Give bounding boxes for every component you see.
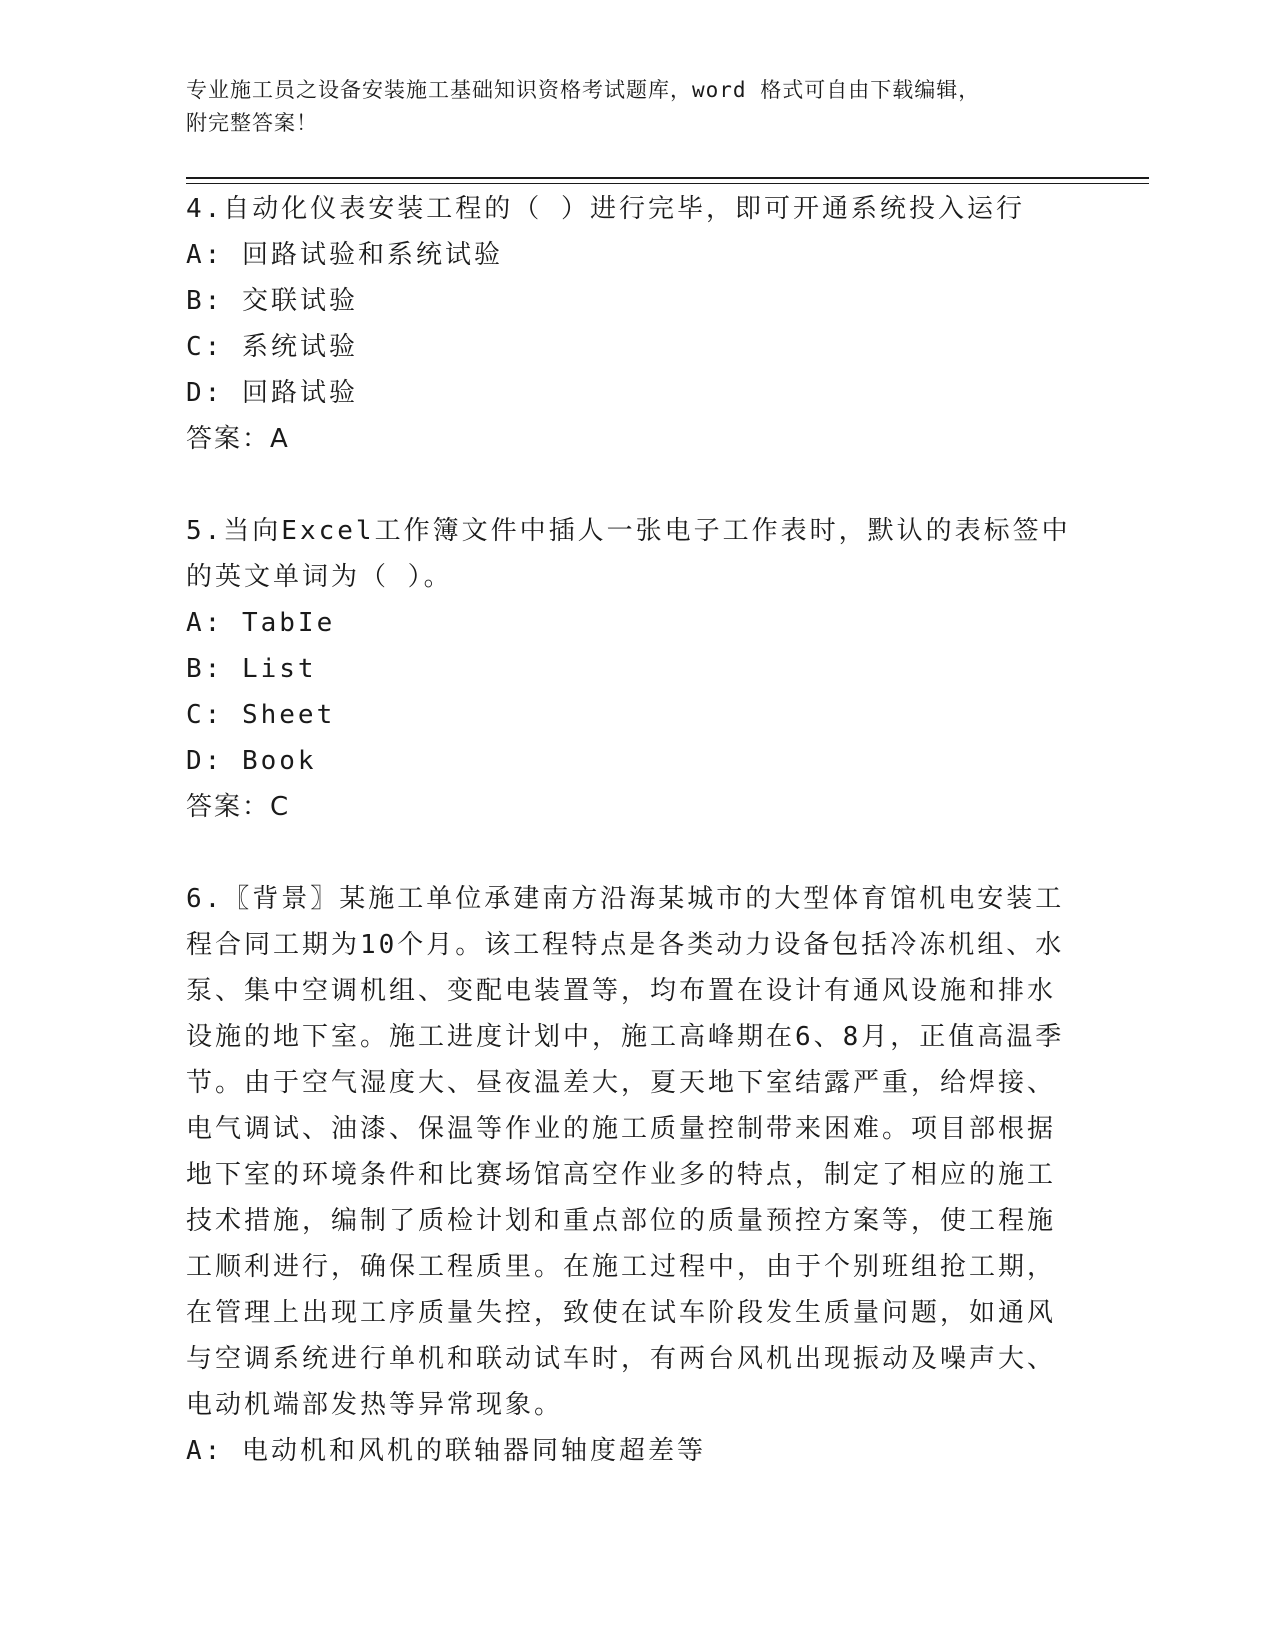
- question-stem-line: 地下室的环境条件和比赛场馆高空作业多的特点，制定了相应的施工: [186, 1160, 1057, 1190]
- question-6: [186, 876, 1076, 1474]
- option-c: C: Sheet: [186, 700, 336, 730]
- option-a: A: 电动机和风机的联轴器同轴度超差等: [186, 1436, 706, 1466]
- header-divider-thin: [186, 183, 1149, 184]
- question-stem-line: 电气调试、油漆、保温等作业的施工质量控制带来困难。项目部根据: [186, 1114, 1057, 1144]
- question-stem-line: 节。由于空气湿度大、昼夜温差大，夏天地下室结露严重，给焊接、: [186, 1068, 1057, 1098]
- question-stem-line: 设施的地下室。施工进度计划中，施工高峰期在6、8月，正值高温季: [186, 1022, 1065, 1052]
- question-stem-line: 工顺利进行，确保工程质里。在施工过程中，由于个别班组抢工期，: [186, 1252, 1057, 1282]
- question-4: [186, 186, 1076, 462]
- question-stem-line: 程合同工期为10个月。该工程特点是各类动力设备包括冷冻机组、水: [186, 930, 1065, 960]
- question-stem-line: 电动机端部发热等异常现象。: [186, 1390, 564, 1420]
- option-d: D: 回路试验: [186, 378, 358, 408]
- question-stem-line: 泵、集中空调机组、变配电装置等，均布置在设计有通风设施和排水: [186, 976, 1057, 1006]
- option-d: D: Book: [186, 746, 317, 776]
- question-stem-line: 的英文单词为（ ）。: [186, 562, 453, 592]
- question-stem-line: 与空调系统进行单机和联动试车时，有两台风机出现振动及噪声大、: [186, 1344, 1057, 1374]
- option-c: C: 系统试验: [186, 332, 358, 362]
- question-stem-line: 5.当向Excel工作簿文件中插人一张电子工作表时，默认的表标签中: [186, 516, 1071, 546]
- question-stem-line: 在管理上出现工序质量失控，致使在试车阶段发生质量问题，如通风: [186, 1298, 1057, 1328]
- question-spacer: [186, 830, 1076, 876]
- answer-label: 答案：C: [186, 792, 291, 822]
- question-list: [186, 186, 1076, 1474]
- answer-label: 答案：A: [186, 424, 290, 454]
- header-divider-thick: [186, 177, 1149, 179]
- question-stem-line: 技术措施，编制了质检计划和重点部位的质量预控方案等，使工程施: [186, 1206, 1057, 1236]
- question-stem: 4.自动化仪表安装工程的（ ）进行完毕，即可开通系统投入运行: [186, 194, 1025, 224]
- option-b: B: 交联试验: [186, 286, 358, 316]
- question-stem-line: 6.〖背景〗某施工单位承建南方沿海某城市的大型体育馆机电安装工: [186, 884, 1065, 914]
- option-b: B: List: [186, 654, 317, 684]
- header-line-1: 专业施工员之设备安装施工基础知识资格考试题库，word 格式可自由下载编辑，: [186, 78, 981, 102]
- question-5: [186, 508, 1076, 830]
- option-a: A: 回路试验和系统试验: [186, 240, 503, 270]
- header-line-2: 附完整答案！: [186, 111, 318, 135]
- document-header: [186, 74, 1086, 140]
- option-a: A: TabIe: [186, 608, 336, 638]
- question-spacer: [186, 462, 1076, 508]
